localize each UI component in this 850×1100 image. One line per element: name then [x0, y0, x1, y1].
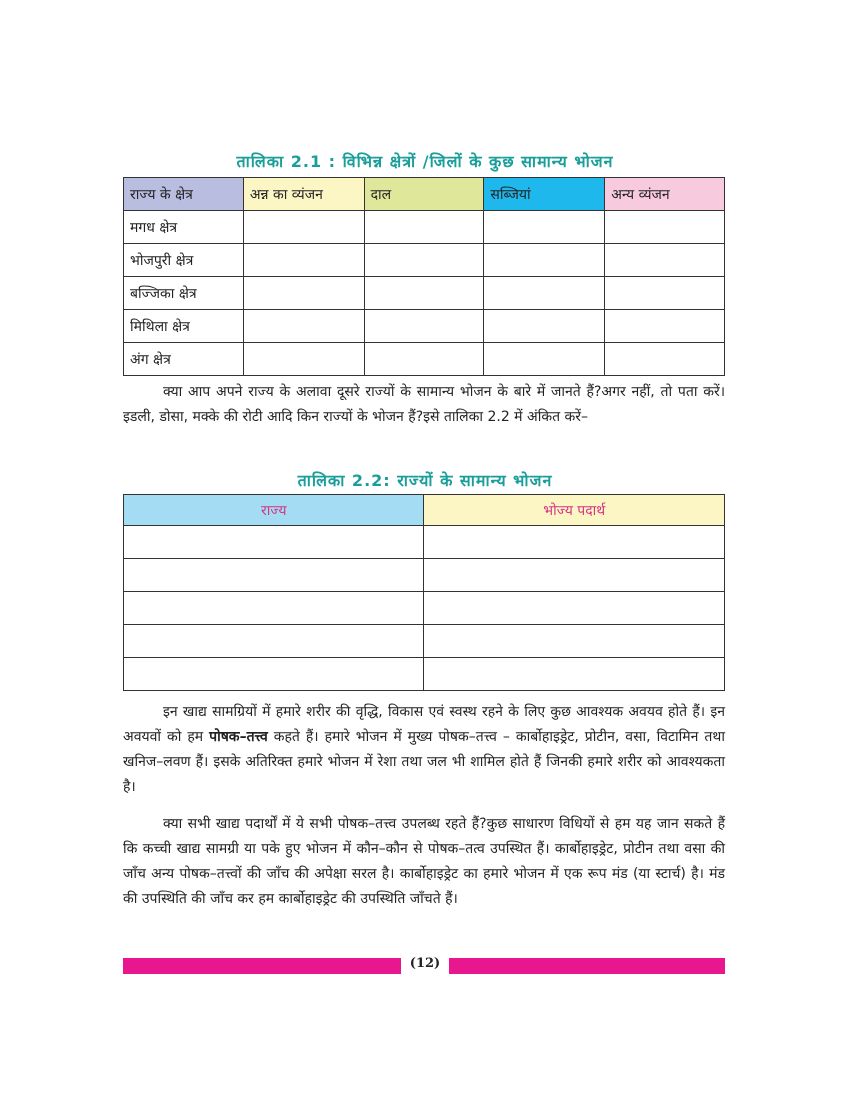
table-cell: [364, 277, 484, 310]
table1-caption: तालिका 2.1 : विभिन्न क्षेत्रों /जिलों के कुछ सामान्य भोजन: [236, 152, 614, 171]
state-food-table: [123, 494, 725, 691]
table-cell: [605, 343, 725, 376]
table-row: [124, 310, 725, 343]
paragraph-other-states: क्या आप अपने राज्य के अलावा दूसरे राज्यों के सामान्य भोजन के बारे में जानते हैं?अगर नहीं, तो पता करें। इडली, डोसा, मक्के की रोटी आदि किन राज्यों के भोजन हैं?इसे तालिका 2.2 में अंकित करें–: [123, 384, 725, 425]
table-cell: [364, 211, 484, 244]
table-cell: [424, 658, 725, 691]
header-region: राज्य के क्षेत्र: [124, 178, 244, 211]
table-cell: [424, 526, 725, 559]
table-row: [124, 277, 725, 310]
table-cell: [124, 526, 424, 559]
table-cell: [124, 658, 424, 691]
region-ang: अंग क्षेत्र: [124, 343, 244, 376]
table-cell: [424, 559, 725, 592]
table-cell: [484, 211, 605, 244]
nutrient-term: पोषक–तत्त्व: [209, 729, 268, 745]
table-row: [124, 658, 725, 691]
table-cell: [484, 277, 605, 310]
header-vegetables: सब्जियां: [484, 178, 605, 211]
region-bajjika: बज्जिका क्षेत्र: [124, 277, 244, 310]
region-bhojpuri: भोजपुरी क्षेत्र: [124, 244, 244, 277]
table-cell: [243, 277, 364, 310]
table-cell: [364, 343, 484, 376]
table-row: [124, 343, 725, 376]
table-cell: [484, 310, 605, 343]
table-cell: [243, 343, 364, 376]
footer-bar-left: [123, 958, 401, 974]
table-cell: [124, 559, 424, 592]
table-row: [124, 526, 725, 559]
nutrients-text-before: इन खाद्य सामग्रियों में हमारे शरीर की वृद्धि, विकास एवं स्वस्थ रहने के लिए कुछ आवश्यक अवयव होते हैं। इन अवयवों को हम: [123, 704, 725, 745]
regional-food-table: [123, 177, 725, 376]
table-cell: [605, 277, 725, 310]
header-food-items: भोज्य पदार्थ: [424, 495, 725, 526]
table-cell: [605, 211, 725, 244]
table-row: [124, 625, 725, 658]
header-other-dish: अन्य व्यंजन: [605, 178, 725, 211]
table-cell: [484, 343, 605, 376]
nutrients-text-after: कहते हैं। हमारे भोजन में मुख्य पोषक–तत्त्व – कार्बोहाइड्रेट, प्रोटीन, वसा, विटामिन तथा खनिज–लवण हैं। इसके अतिरिक्त हमारे भोजन में रेशा तथा जल भी शामिल होते हैं जिनकी हमारे शरीर को आवश्यकता है।: [123, 729, 725, 795]
footer-bar-right: [449, 958, 725, 974]
table-cell: [364, 310, 484, 343]
table-cell: [364, 244, 484, 277]
table-cell: [243, 211, 364, 244]
table-cell: [484, 244, 605, 277]
table-row: [124, 244, 725, 277]
table-row: [124, 211, 725, 244]
paragraph-nutrients: [123, 700, 725, 800]
header-state: राज्य: [124, 495, 424, 526]
table-cell: [243, 310, 364, 343]
table-cell: [605, 244, 725, 277]
page-number: (12): [409, 956, 441, 971]
table-cell: [605, 310, 725, 343]
table-cell: [424, 625, 725, 658]
table-row: [124, 559, 725, 592]
table-cell: [124, 625, 424, 658]
header-grain-dish: अन्न का व्यंजन: [243, 178, 364, 211]
table-cell: [124, 592, 424, 625]
table-cell: [243, 244, 364, 277]
region-magadh: मगध क्षेत्र: [124, 211, 244, 244]
header-pulse: दाल: [364, 178, 484, 211]
table-row: [124, 592, 725, 625]
paragraph-nutrient-tests: क्या सभी खाद्य पदार्थों में ये सभी पोषक–तत्त्व उपलब्ध रहते हैं?कुछ साधारण विधियों से हम यह जान सकते हैं कि कच्ची खाद्य सामग्री या पके हुए भोजन में कौन–कौन से पोषक–तत्व उपस्थित हैं। कार्बोहाइड्रेट, प्रोटीन तथा वसा की जाँच अन्य पोषक–तत्त्वों की जाँच की अपेक्षा सरल है। कार्बोहाइड्रेट का हमारे भोजन में एक रूप मंड (या स्टार्च) है। मंड की उपस्थिति की जाँच कर हम कार्बोहाइड्रेट की उपस्थिति जाँचते हैं।: [123, 816, 725, 907]
table2-caption: तालिका 2.2: राज्यों के सामान्य भोजन: [297, 471, 553, 490]
table-cell: [424, 592, 725, 625]
region-mithila: मिथिला क्षेत्र: [124, 310, 244, 343]
